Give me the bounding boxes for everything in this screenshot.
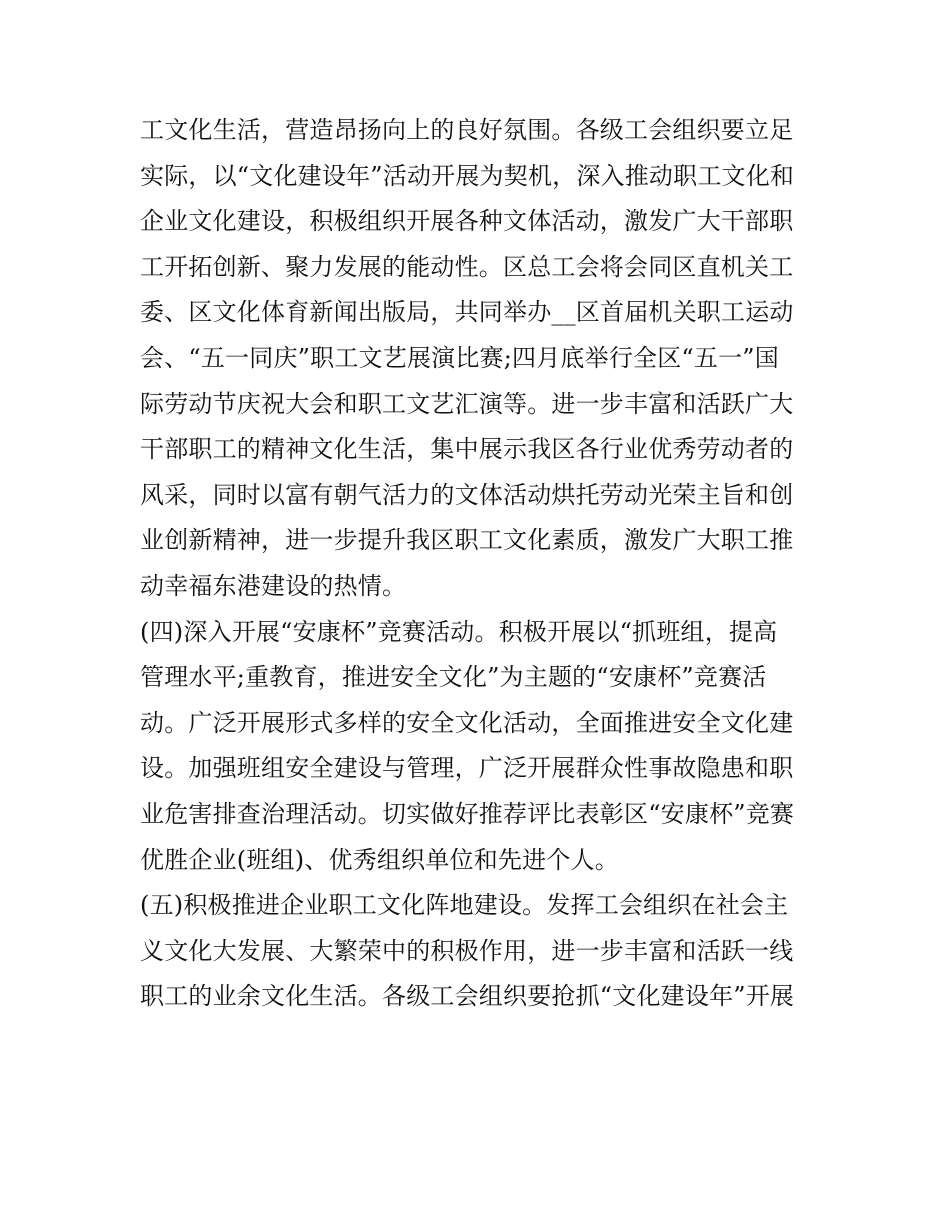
text-line: 实际，以“文化建设年”活动开展为契机，深入推动职工文化和: [140, 161, 795, 190]
text-line: 际劳动节庆祝大会和职工文艺汇演等。进一步丰富和活跃广大: [140, 389, 794, 418]
text-line: 管理水平;重教育，推进安全文化”为主题的“安康杯”竞赛活: [140, 663, 767, 692]
text-line: 义文化大发展、大繁荣中的积极作用，进一步丰富和活跃一线: [140, 936, 794, 965]
text-line: (五)积极推进企业职工文化阵地建设。发挥工会组织在社会主: [140, 891, 789, 920]
text-line: 工文化生活，营造昂扬向上的良好氛围。各级工会组织要立足: [140, 116, 794, 144]
text-line: 优胜企业(班组)、优秀组织单位和先进个人。: [140, 845, 619, 874]
text-line: 职工的业余文化生活。各级工会组织要抢抓“文化建设年”开展: [140, 982, 795, 1011]
text-line: (四)深入开展“安康杯”竞赛活动。积极开展以“抓班组，提高: [140, 617, 778, 646]
text-line: 委、区文化体育新闻出版局，共同举办__区首届机关职工运动: [140, 298, 794, 327]
body-text: [140, 108, 830, 1020]
text-line: 会、“五一同庆”职工文艺展演比赛;四月底举行全区“五一”国: [140, 343, 779, 372]
text-line: 动。广泛开展形式多样的安全文化活动，全面推进安全文化建: [140, 708, 794, 737]
text-line: 设。加强班组安全建设与管理，广泛开展群众性事故隐患和职: [140, 754, 794, 783]
text-line: 业危害排查治理活动。切实做好推荐评比表彰区“安康杯”竞赛: [140, 799, 795, 828]
text-line: 企业文化建设，积极组织开展各种文体活动，激发广大干部职: [140, 207, 794, 236]
text-line: 动幸福东港建设的热情。: [140, 571, 407, 600]
text-line: 工开拓创新、聚力发展的能动性。区总工会将会同区直机关工: [140, 252, 794, 281]
text-line: 风采，同时以富有朝气活力的文体活动烘托劳动光荣主旨和创: [140, 480, 794, 509]
text-line: 干部职工的精神文化生活，集中展示我区各行业优秀劳动者的: [140, 435, 794, 464]
text-line: 业创新精神，进一步提升我区职工文化素质，激发广大职工推: [140, 526, 794, 555]
